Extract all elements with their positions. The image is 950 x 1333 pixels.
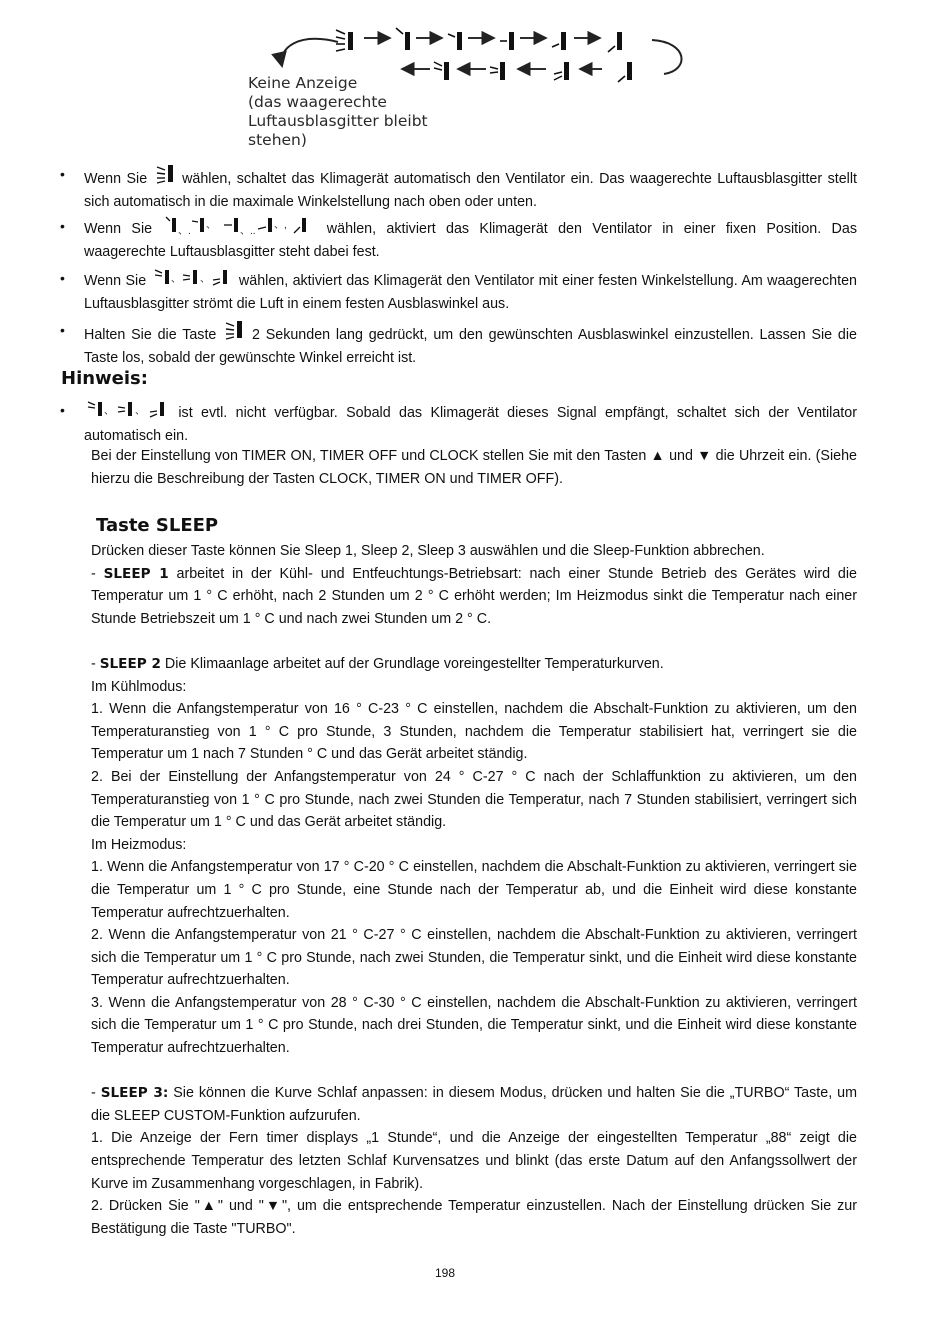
bullet-item-hold-swing [84,320,857,369]
sleep3-item: 1. Die Anzeige der Fern timer displays „1 Stunde“, und die Anzeige der eingestellten Temperatur „88“ zeigt die entsprechende Temperatur des letzten Schlaf Kurvensatzes und blinkt (das erste Datum auf den Anfangssollwert der Kurve im Zusammenhang vorgeschlagen, in Fabrik). [91,1130,857,1192]
fixed-angle-swing-icons [86,400,168,420]
louver-position-icon [396,28,410,50]
louver-position-icon [608,32,622,52]
sleep-intro: Drücken dieser Taste können Sie Sleep 1, Sleep 2, Sleep 3 auswählen und die Sleep-Funktion abbrechen. [91,543,765,559]
fixed-angle-swing-icon [554,62,569,80]
bullet-dot: • [60,166,65,182]
sleep3-label: SLEEP 3: [100,1085,169,1102]
caption-line: (das waagerechte [248,93,387,111]
heat-mode-label: Im Heizmodus: [91,836,187,853]
swing-all-icon [155,164,175,186]
bullet-text: Wenn Sie [84,171,148,187]
return-arrow-left [281,39,338,66]
bullet-dot: • [60,270,65,286]
heat-item: 3. Wenn die Anfangstemperatur von 28 ° C-30 ° C einstellen, nachdem die Abschalt-Funktion zu aktivieren, verringert sich die Temperatur um 1 ° C pro Stunde, nach drei Stunden, die Temperatur sinkt, und die Einheit wird diese konstante Temperatur aufrechtzuerhalten. [91,994,857,1057]
cool-item: 2. Bei der Einstellung der Anfangstemperatur von 24 ° C-27 ° C nach der Schlaffunktion zu aktivieren, um den Temperaturanstieg von 1 ° C pro Stunde, nach zwei Stunden die Temperatur, nach 7 Stunden stabilisiert, verringert sich die Temperatur um 1 ° C und das Gerät arbeitet ständig. [91,768,857,831]
bullet-text: Wenn Sie [84,273,147,289]
bullet-text: wählen, aktiviert das Klimagerät den Ventilator mit einer festen Winkelstellung. Am waagerechten Luftausblasgitter strömt die Luft in einem festen Ausblaswinkel aus. [84,273,857,312]
bullet-dot: • [60,322,65,338]
sleep2-paragraph [91,653,857,676]
bullet-text: wählen, aktiviert das Klimagerät den Ventilator in einer fixen Position. Das waagerechte Luftausblasgitter steht dabei fest. [84,221,857,260]
heat-item: 1. Wenn die Anfangstemperatur von 17 ° C-20 ° C einstellen, nachdem die Abschalt-Funktion zu aktivieren, verringert sie die Temperatur um 1 ° C pro Stunde, eine Stunde nach der Temperatur ab, und die Einheit wird diese konstante Temperatur aufrechtzuerhalten. [91,859,857,921]
louver-position-icon [618,62,632,82]
hinweis-heading: Hinweis: [61,368,148,389]
bullet-text: wählen, schaltet das Klimagerät automatisch den Ventilator ein. Das waagerechte Luftausblasgitter stellt sich automatisch in die maximale Winkelstellung nach oben oder unten. [84,171,857,210]
louver-position-icon [552,32,566,50]
cool-mode-label: Im Kühlmodus: [91,678,187,695]
page-number: 198 [434,1266,456,1280]
bullet-dot: • [60,402,65,418]
bullet-text: Halten Sie die Taste [84,327,217,343]
timer-note: Bei der Einstellung von TIMER ON, TIMER OFF und CLOCK stellen Sie mit den Tasten ▲ und ▼ die Uhrzeit ein. (Siehe hierzu die Beschreibung der Tasten CLOCK, TIMER ON und TIMER OFF). [91,448,857,487]
bullet-item-fixed-position [84,216,857,263]
dash: - [91,565,104,582]
dash: - [91,655,100,672]
bullet-dot: • [60,218,65,234]
svg-text:、: 、 [104,406,114,417]
caption-line: Luftausblasgitter bleibt [248,112,428,130]
swing-all-icon [224,320,244,342]
sleep2-text: Die Klimaanlage arbeitet auf der Grundlage voreingestellter Temperaturkurven. [160,655,664,672]
bullet-item-auto-swing [84,164,857,213]
swing-all-icon [336,30,353,51]
cool-item: 1. Wenn die Anfangstemperatur von 16 ° C-23 ° C einstellen, nachdem die Abschalt-Funktion zu aktivieren, um den Temperaturanstieg von 1 ° C pro Stunde, 3 Stunden, nachdem die Temperatur stabilisiert hat, verringert sie die Temperatur um 1 nach 7 Stunden ° C und das Gerät arbeitet ständig. [91,701,857,763]
svg-text:、: 、 [170,274,181,285]
sleep-heading: Taste SLEEP [96,515,219,536]
fixed-angle-swing-icon [490,62,505,80]
svg-text:、: 、 [135,406,145,417]
caption-line: Keine Anzeige [248,74,358,92]
svg-text:、,: 、, [274,220,288,231]
louver-position-icon [448,32,462,50]
svg-text:、: 、 [199,274,210,285]
svg-text:、..: 、.. [240,226,257,236]
sleep-section [91,540,857,1240]
fixed-angle-swing-icons [153,268,233,288]
caption-line: stehen) [248,131,307,149]
sleep3-item: 2. Drücken Sie "▲" und "▼", um die entsprechende Temperatur einzustellen. Nach der Einstellung drücken Sie zur Bestätigung die Taste "TURBO". [91,1198,857,1237]
louver-position-icons [164,216,314,236]
diagram-caption [248,74,448,150]
bullet-text: 2 Sekunden lang gedrückt, um den gewünschten Ausblaswinkel einzustellen. Lassen Sie die Taste los, sobald der gewünschte Winkel erreicht ist. [84,327,857,366]
sleep1-paragraph [91,563,857,631]
sleep2-label: SLEEP 2 [99,655,161,672]
return-arrow-right [652,40,682,74]
bullet-item-fixed-angle [84,268,857,315]
hinweis-text: ist evtl. nicht verfügbar. Sobald das Klimagerät dieses Signal empfängt, schaltet sich der Ventilator automatisch ein. [84,405,857,444]
sleep3-text: Sie können die Kurve Schlaf anpassen: in diesem Modus, drücken und halten Sie die „TURBO“ Taste, um die SLEEP CUSTOM-Funktion aufzurufen. [91,1085,857,1124]
bullet-text: Wenn Sie [84,221,153,237]
sleep3-paragraph [91,1082,857,1127]
hinweis-bullet [84,400,857,447]
top-row-icons [336,28,622,52]
heat-item: 2. Wenn die Anfangstemperatur von 21 ° C-27 ° C einstellen, nachdem die Abschalt-Funktion zu aktivieren, verringert sich die Temperatur um 1 ° C pro Stunde, nach zwei Stunden, die Temperatur sinkt, und die Einheit wird diese konstante Temperatur aufrechtzuerhalten. [91,927,857,989]
sleep1-text: arbeitet in der Kühl- und Entfeuchtungs-Betriebsart: nach einer Stunde Betrieb des Gerätes wird die Temperatur um 1 ° C erhöht, nach 2 Stunden um 2 ° C erhöht werden; Im Heizmodus sinkt die Temperatur nach einer Stunde Betriebszeit um 1 ° C und nach zwei Stunden um 2 ° C. [91,565,857,627]
louver-position-icon [500,32,514,50]
sleep1-label: SLEEP 1 [103,565,169,582]
svg-text:、.: 、. [178,226,192,236]
svg-text:、: 、 [206,220,217,231]
dash: - [91,1085,101,1102]
